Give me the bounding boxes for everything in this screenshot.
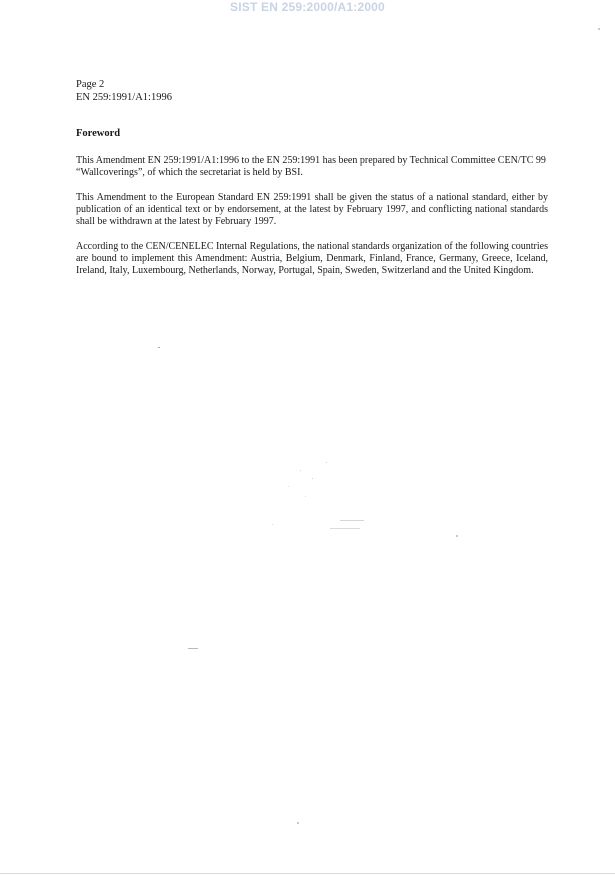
foreword-paragraph-2: This Amendment to the European Standard EN 259:1991 shall be given the status of a national standard, either by publication of an identical text or by endorsement, at the latest by February 1997, and conflicting national standards shall be withdrawn at the latest by February 1997. [76,192,548,228]
document-reference: EN 259:1991/A1:1996 [76,92,172,103]
foreword-paragraph-1: This Amendment EN 259:1991/A1:1996 to the EN 259:1991 has been prepared by Technical Committee CEN/TC 99 “Wallcoverings”, of which the secretariat is held by BSI. [76,155,546,179]
document-watermark: SIST EN 259:2000/A1:2000 [230,0,385,14]
foreword-paragraph-3: According to the CEN/CENELEC Internal Regulations, the national standards organization of the following countries are bound to implement this Amendment: Austria, Belgium, Denmark, Finland, France, Germany, Greece, Iceland, Ireland, Italy, Luxembourg, Netherlands, Norway, Portugal, Spain, Sweden, Switzerland and the United Kingdom. [76,241,548,277]
foreword-heading: Foreword [76,128,121,139]
page-header [76,78,172,104]
page-number: Page 2 [76,79,105,90]
page-bottom-edge [0,873,615,874]
